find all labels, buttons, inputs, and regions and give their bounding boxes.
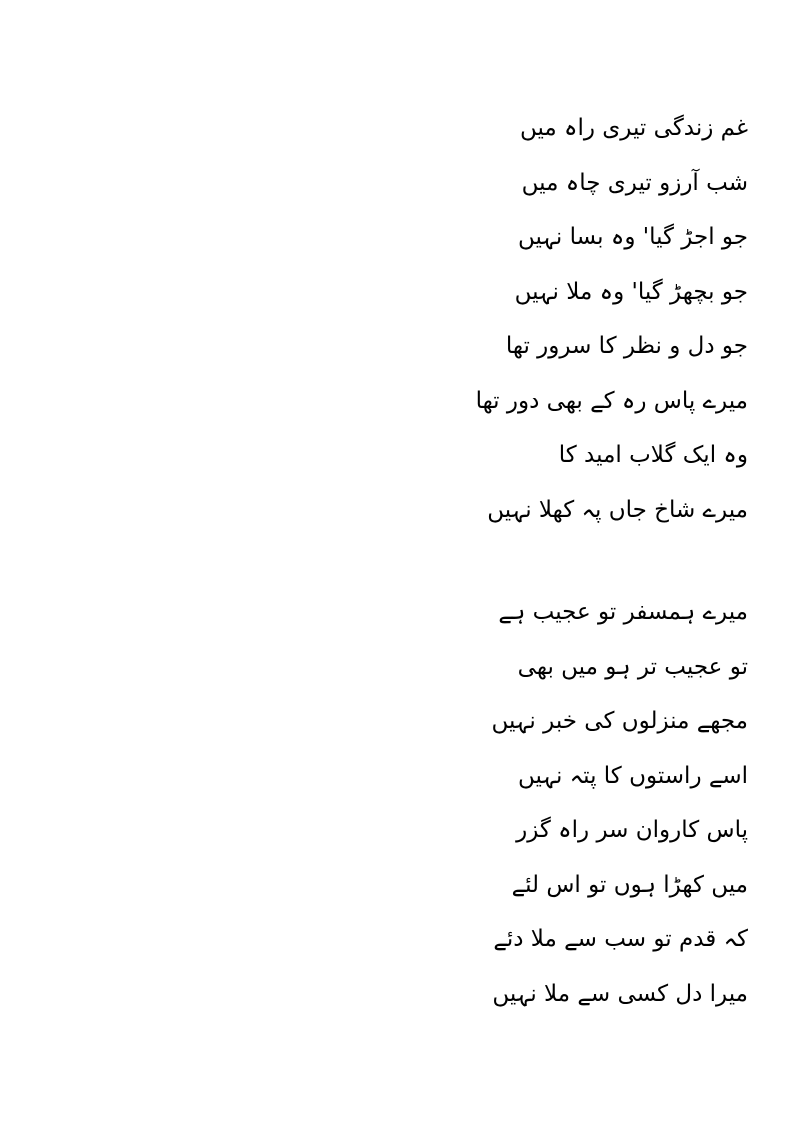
- poem-line: میرا دل کسی سے ملا نہیں: [492, 980, 748, 1007]
- poem-line: کہ قدم تو سب سے ملا دئے: [493, 926, 748, 952]
- poem-line: وہ ایک گلاب امید کا: [558, 442, 748, 468]
- poem-line: جو دل و نظر کا سرور تھا: [505, 333, 748, 359]
- poem-line: جو اجڑ گیا' وہ بسا نہیں: [517, 224, 748, 250]
- poem-line: میں کھڑا ہوں تو اس لئے: [511, 871, 748, 898]
- poem-line: میرے شاخ جاں پہ کھلا نہیں: [487, 496, 748, 523]
- poem-line: میرے پاس رہ کے بھی دور تھا: [475, 387, 748, 414]
- poem-line: غم زندگی تیری راہ میں: [519, 115, 748, 141]
- poem-line: جو بچھڑ گیا' وہ ملا نہیں: [514, 278, 748, 305]
- poem-line: تو عجیب تر ہو میں بھی: [517, 653, 748, 680]
- poem-line: شب آرزو تیری چاہ میں: [521, 169, 748, 196]
- poem-line: اسے راستوں کا پتہ نہیں: [518, 762, 748, 789]
- poem-line: میرے ہمسفر تو عجیب ہے: [498, 599, 748, 625]
- stanza-2: [388, 592, 748, 1028]
- poem-line: مجھے منزلوں کی خبر نہیں: [491, 708, 748, 734]
- stanza-1: [388, 108, 748, 544]
- poem-line: پاس کاروان سر راہ گزر: [516, 817, 748, 843]
